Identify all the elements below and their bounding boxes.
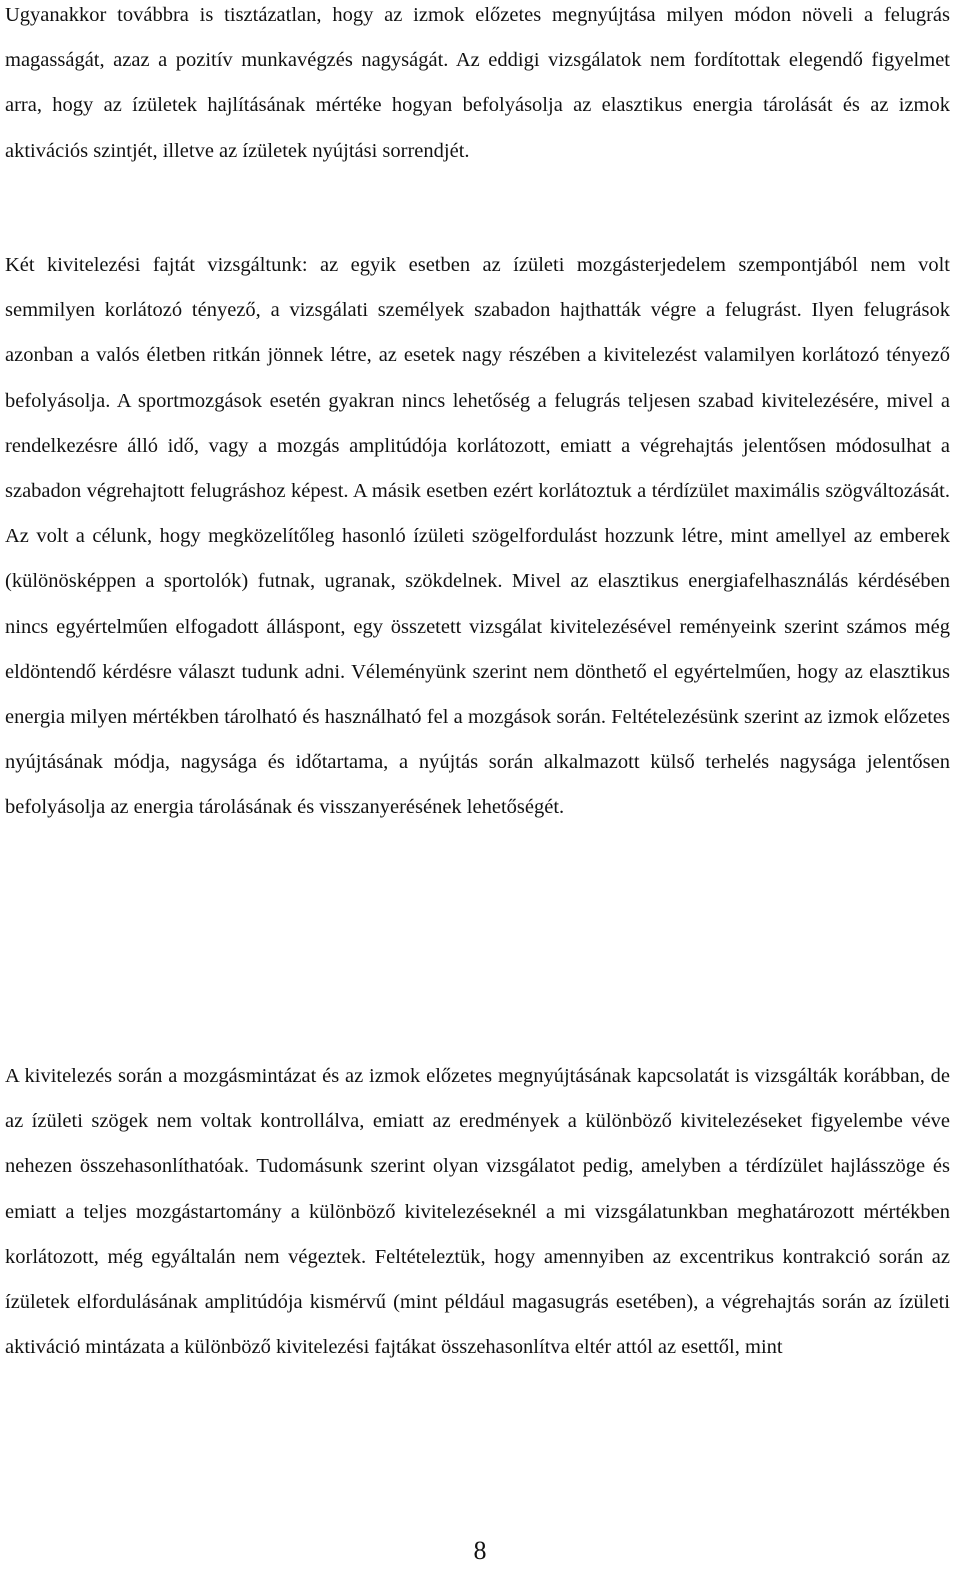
page-number: 8 bbox=[473, 1536, 487, 1565]
paragraph-2: Két kivitelezési fajtát vizsgáltunk: az egyik esetben az ízületi mozgásterjedelem szempontjából nem volt semmilyen korlátozó tényező, a vizsgálati személyek szabadon hajthatták végre a felugrást. Ilyen felugrások azonban a valós életben ritkán jönnek létre, az esetek nagy részében a kivitelezést valamilyen korlátozó tényező befolyásolja. A sportmozgások esetén gyakran nincs lehetőség a felugrás teljesen szabad kivitelezésére, mivel a rendelkezésre álló idő, vagy a mozgás amplitúdója korlátozott, emiatt a végrehajtás jelentősen módosulhat a szabadon végrehajtott felugráshoz képest. A másik esetben ezért korlátoztuk a térdízület maximális szögváltozását. Az volt a célunk, hogy megközelítőleg hasonló ízületi szögelfordulást hozzunk létre, mint amellyel az emberek (különösképpen a sportolók) futnak, ugranak, szökdelnek. Mivel az elasztikus energiafelhasználás kérdésében nincs egyértelműen elfogadott álláspont, egy összetett vizsgálat kivitelezésével reményeink szerint számos még eldöntendő kérdésre választ tudunk adni. Véleményünk szerint nem dönthető el egyértelműen, hogy az elasztikus energia milyen mértékben tárolható és használható fel a mozgások során. Feltételezésünk szerint az izmok előzetes nyújtásának módja, nagysága és időtartama, a nyújtás során alkalmazott külső terhelés nagysága jelentősen befolyásolja az energia tárolásának és visszanyerésének lehetőségét. bbox=[5, 254, 950, 819]
paragraph-1: Ugyanakkor továbbra is tisztázatlan, hogy az izmok előzetes megnyújtása milyen módon növeli a felugrás magasságát, azaz a pozitív munkavégzés nagyságát. Az eddigi vizsgálatok nem fordítottak elegendő figyelmet arra, hogy az ízületek hajlításának mértéke hogyan befolyásolja az elasztikus energia tárolását és az izmok aktivációs szintjét, illetve az ízületek nyújtási sorrendjét. bbox=[5, 4, 950, 162]
paragraph-3: A kivitelezés során a mozgásmintázat és az izmok előzetes megnyújtásának kapcsolatát is vizsgálták korábban, de az ízületi szögek nem voltak kontrollálva, emiatt az eredmények a különböző kivitelezéseket figyelembe véve nehezen összehasonlíthatóak. Tudomásunk szerint olyan vizsgálatot pedig, amelyben a térdízület hajlásszöge és emiatt a teljes mozgástartomány a különböző kivitelezéseknél a mi vizsgálatunkban meghatározott mértékben korlátozott, még egyáltalán nem végeztek. Feltételeztük, hogy amennyiben az excentrikus kontrakció során az ízületek elfordulásának amplitúdója kismérvű (mint például magasugrás esetében), a végrehajtás során az ízületi aktiváció mintázata a különböző kivitelezési fajtákat összehasonlítva eltér attól az esettől, mint bbox=[5, 1065, 950, 1359]
